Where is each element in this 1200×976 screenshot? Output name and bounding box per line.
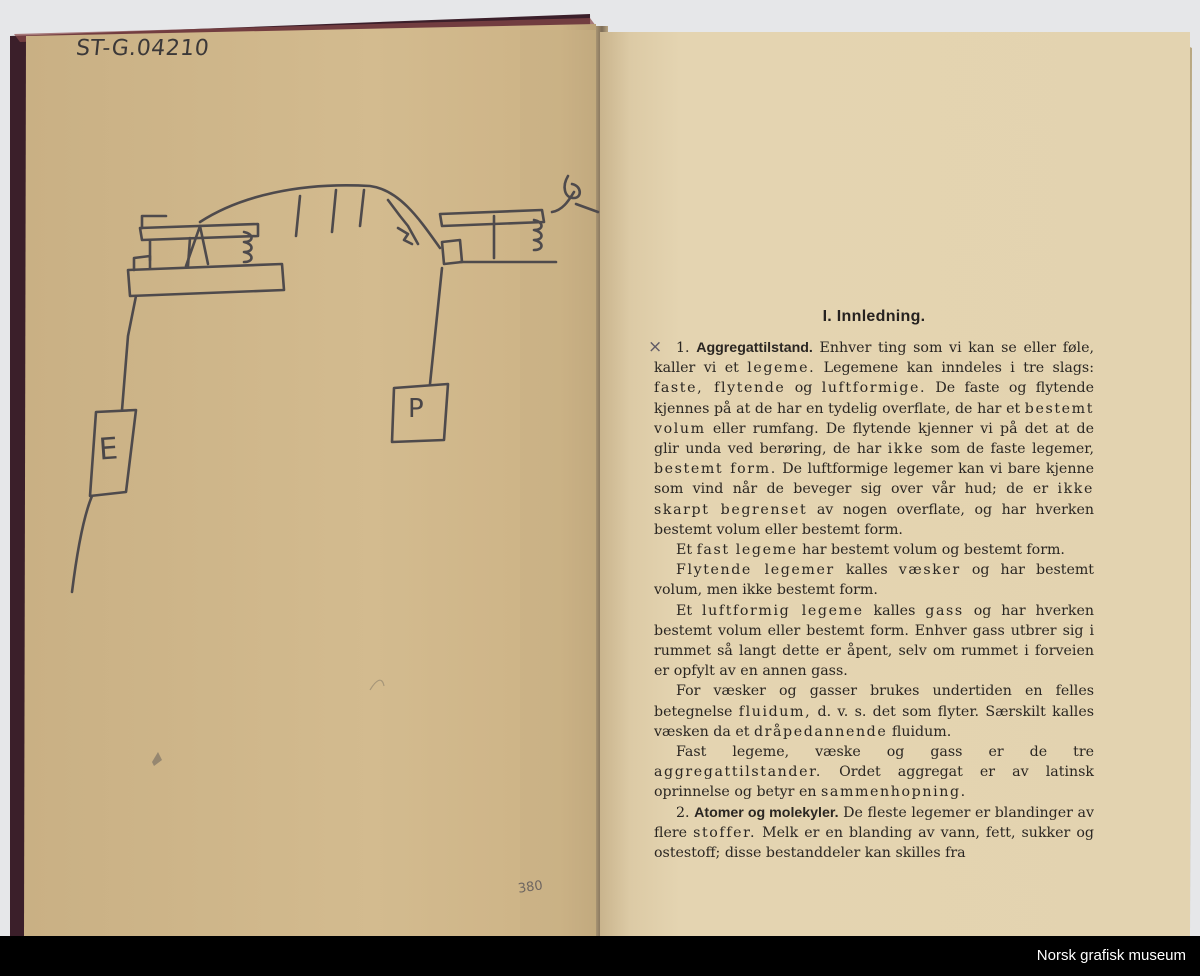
pencil-page-number: 380 <box>517 878 544 897</box>
drawing-label-e: E <box>97 431 120 468</box>
paragraph-fast-legeme: Et fast legeme har bestemt volum og bestemt form. <box>676 542 1065 559</box>
paragraph-luftformig: Et luftformig legeme kalles gass og har hverken bestemt volum eller bestemt form. Enhver gass utbrer sig i rummet så langt dette er åpent, selv om rummet i forveien er opfylt av en annen gass. <box>654 602 1095 680</box>
section-2-heading: Atomer og molekyler. <box>694 804 839 821</box>
footer-bar <box>0 936 1200 976</box>
page-text <box>654 338 1094 863</box>
drawing-label-p: P <box>408 394 424 424</box>
section-2-paragraph: 2. Atomer og molekyler. De fleste legemer er blandinger av flere stoffer. Melk er en blanding av vann, fett, sukker og ostestoff; disse bestanddeler kan skilles fra <box>654 804 1094 862</box>
margin-mark: × <box>648 337 663 357</box>
museum-credit: Norsk grafisk museum <box>1036 947 1186 964</box>
chapter-title: I. Innledning. <box>822 308 926 325</box>
section-1-heading: Aggregattilstand. <box>696 340 813 356</box>
left-page <box>24 24 606 936</box>
paragraph-flytende: Flytende legemer kalles væsker og har bestemt volum, men ikke bestemt form. <box>654 562 1095 599</box>
section-1-paragraph: 1. Aggregattilstand. Enhver ting som vi kan se eller føle, kaller vi et legeme. Legemene kan inndeles i tre slags: faste, flytende og luftformige. De faste og flytende kjennes på at de har en tydelig overflate, de har et bestemt volum eller rumfang. De flytende kjenner vi på det at de glir unda ved berøring, de har ikke som de faste legemer, bestemt form. De luftformige legemer kan vi bare kjenne som vind når de beveger sig over vår hud; de er ikke skarpt begrenset av nogen overflate, og har hverken bestemt volum eller bestemt form. <box>654 340 1095 538</box>
catalog-number: ST-G.04210 <box>74 36 211 61</box>
paragraph-fluidum: For væsker og gasser brukes undertiden en felles betegnelse fluidum, d. v. s. det som flyter. Særskilt kalles væsken da et dråpedannende fluidum. <box>654 683 1094 740</box>
paragraph-aggregattilstander: Fast legeme, væske og gass er de tre aggregattilstander. Ordet aggregat er av latinsk oprinnelse og betyr en sammenhopning. <box>654 744 1094 801</box>
